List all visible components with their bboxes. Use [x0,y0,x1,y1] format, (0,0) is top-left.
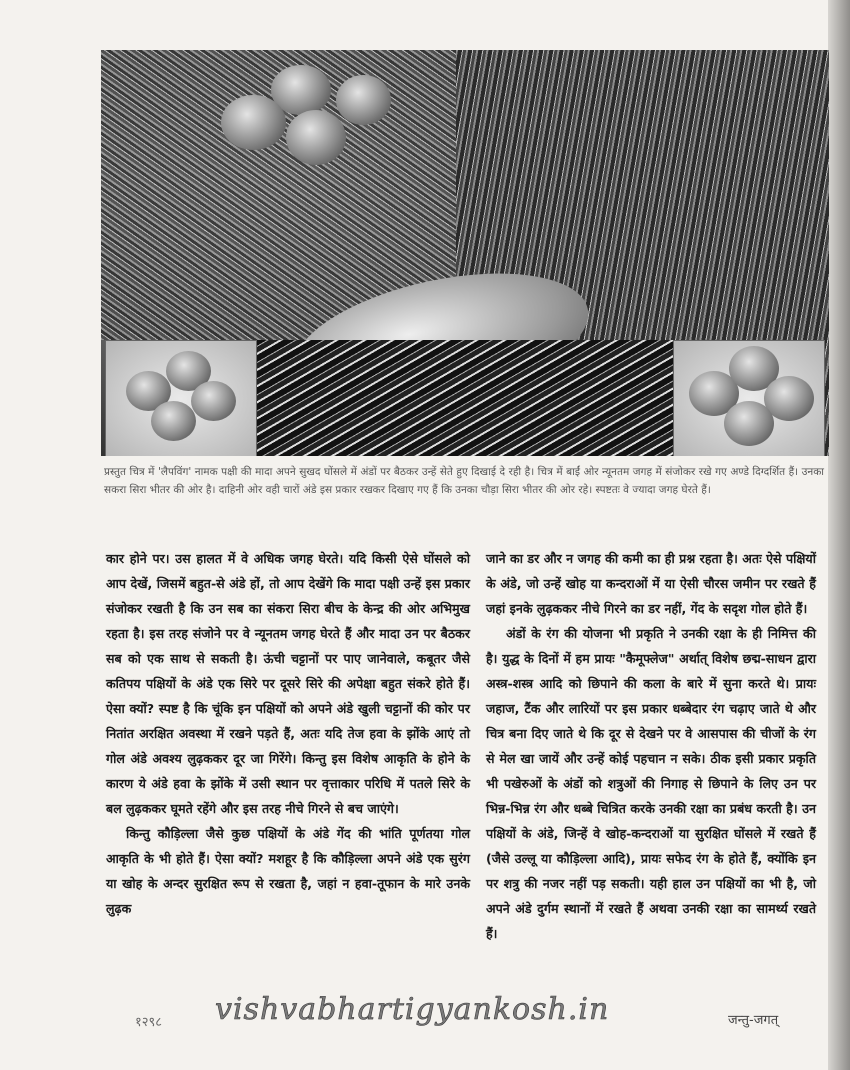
page-number: १२९८ [135,1015,163,1030]
egg [191,381,236,421]
watermark: vishvabhartigyankosh.in [215,992,610,1027]
lapwing-nest-photo [101,50,829,456]
paragraph: जाने का डर और न जगह की कमी का ही प्रश्न रहता है। अतः ऐसे पक्षियों के अंडे, जो उन्हें खोह या कन्दराओं में या ऐसी चौरस जमीन पर रखते हैं जहां इनके लुढ़ककर नीचे गिरने का डर नहीं, गेंद के सदृश गोल होते हैं। [486,551,816,616]
egg [336,75,391,125]
egg [151,401,196,441]
inset-eggs-wide-inward [673,340,825,456]
running-footer: जन्तु-जगत् [728,1013,779,1028]
inset-eggs-narrow-inward [105,340,257,456]
right-column [486,546,816,946]
paragraph: कार होने पर। उस हालत में वे अधिक जगह घेरते। यदि किसी ऐसे घोंसले को आप देखें, जिसमें बहुत-से अंडे हों, तो आप देखेंगे कि मादा पक्षी उन्हें इस प्रकार संजोकर रखती है कि उन सब का संकरा सिरा बीच के केन्द्र की ओर अभिमुख रहता है। इस तरह संजोने पर वे न्यूनतम जगह घेरते हैं और मादा उन पर बैठकर सब को एक साथ से सकती है। ऊंची चट्टानों पर पाए जानेवाले, कबूतर जैसे कतिपय पक्षियों के अंडे एक सिरे पर दूसरे सिरे की अपेक्षा बहुत संकरे होते हैं। ऐसा क्यों? स्पष्ट है कि चूंकि इन पक्षियों को अपने अंडे खुली चट्टानों की कोर पर नितांत अरक्षित अवस्था में रखने पड़ते हैं, अतः यदि तेज हवा के झोंके आएं तो गोल अंडे अवश्य लुढ़ककर दूर जा गिरेंगे। किन्तु इस विशेष आकृति के होने के कारण ये अंडे हवा के झोंके में उसी स्थान पर वृत्ताकार परिधि में पतले सिरे के बल लुढ़ककर घूमते रहेंगे और इस तरह नीचे गिरने से बच जाएंगे। [106,551,470,816]
left-column [106,546,470,921]
figure-caption: प्रस्तुत चित्र में 'लैपविंग' नामक पक्षी की मादा अपने सुखद घोंसले में अंडों पर बैठकर उन्हें सेते हुए दिखाई दे रही है। चित्र में बाईं ओर न्यूनतम जगह में संजोकर रखे गए अण्डे दिग्दर्शित हैं। उनका सकरा सिरा भीतर की ओर है। दाहिनी ओर वही चारों अंडे इस प्रकार रखकर दिखाए गए हैं कि उनका चौड़ा सिरा भीतर की ओर रहे। स्पष्टतः वे ज्यादा जगह घेरते हैं। [104,466,824,496]
paragraph: अंडों के रंग की योजना भी प्रकृति ने उनकी रक्षा के ही निमित्त की है। युद्ध के दिनों में हम प्रायः "कैमूफ्लेज" अर्थात् विशेष छद्म-साधन द्वारा अस्त्र-शस्त्र आदि को छिपाने की कला के बारे में सुना करते थे। प्रायः जहाज, टैंक और लारियों पर इस प्रकार धब्बेदार रंग चढ़ाए जाते थे और चित्र बना दिए जाते थे कि दूर से देखने पर वे आसपास की चीजों के रंग से मेल खा जायें और उन्हें कोई पहचान न सके। ठीक इसी प्रकार प्रकृति भी पखेरुओं के अंडों को शत्रुओं की निगाह से छिपाने के लिए उन पर भिन्न-भिन्न रंग और धब्बे चित्रित करके उनकी रक्षा का प्रबंध करती है। उन पक्षियों के अंडे, जिन्हें वे खोह-कन्दराओं या सुरक्षित घोंसले में रखते हैं (जैसे उल्लू या कौड़िल्ला आदि), प्रायः सफेद रंग के होते हैं, क्योंकि इन पर शत्रु की नजर नहीं पड़ सकती। यही हाल उन पक्षियों का भी है, जो अपने अंडे दुर्गम स्थानों में रखते हैं अथवा उनकी रक्षा का सामर्थ्य रखते हैं। [486,626,816,941]
paragraph: किन्तु कौड़िल्ला जैसे कुछ पक्षियों के अंडे गेंद की भांति पूर्णतया गोल आकृति के भी होते हैं। ऐसा क्यों? मशहूर है कि कौड़िल्ला अपने अंडे एक सुरंग या खोह के अन्दर सुरक्षित रूप से रखता है, जहां न हवा-तूफान के मारे उनके लुढ़क [106,826,470,916]
book-page-edge [828,0,850,1070]
egg [221,95,286,150]
egg [724,401,774,446]
egg [286,110,346,165]
